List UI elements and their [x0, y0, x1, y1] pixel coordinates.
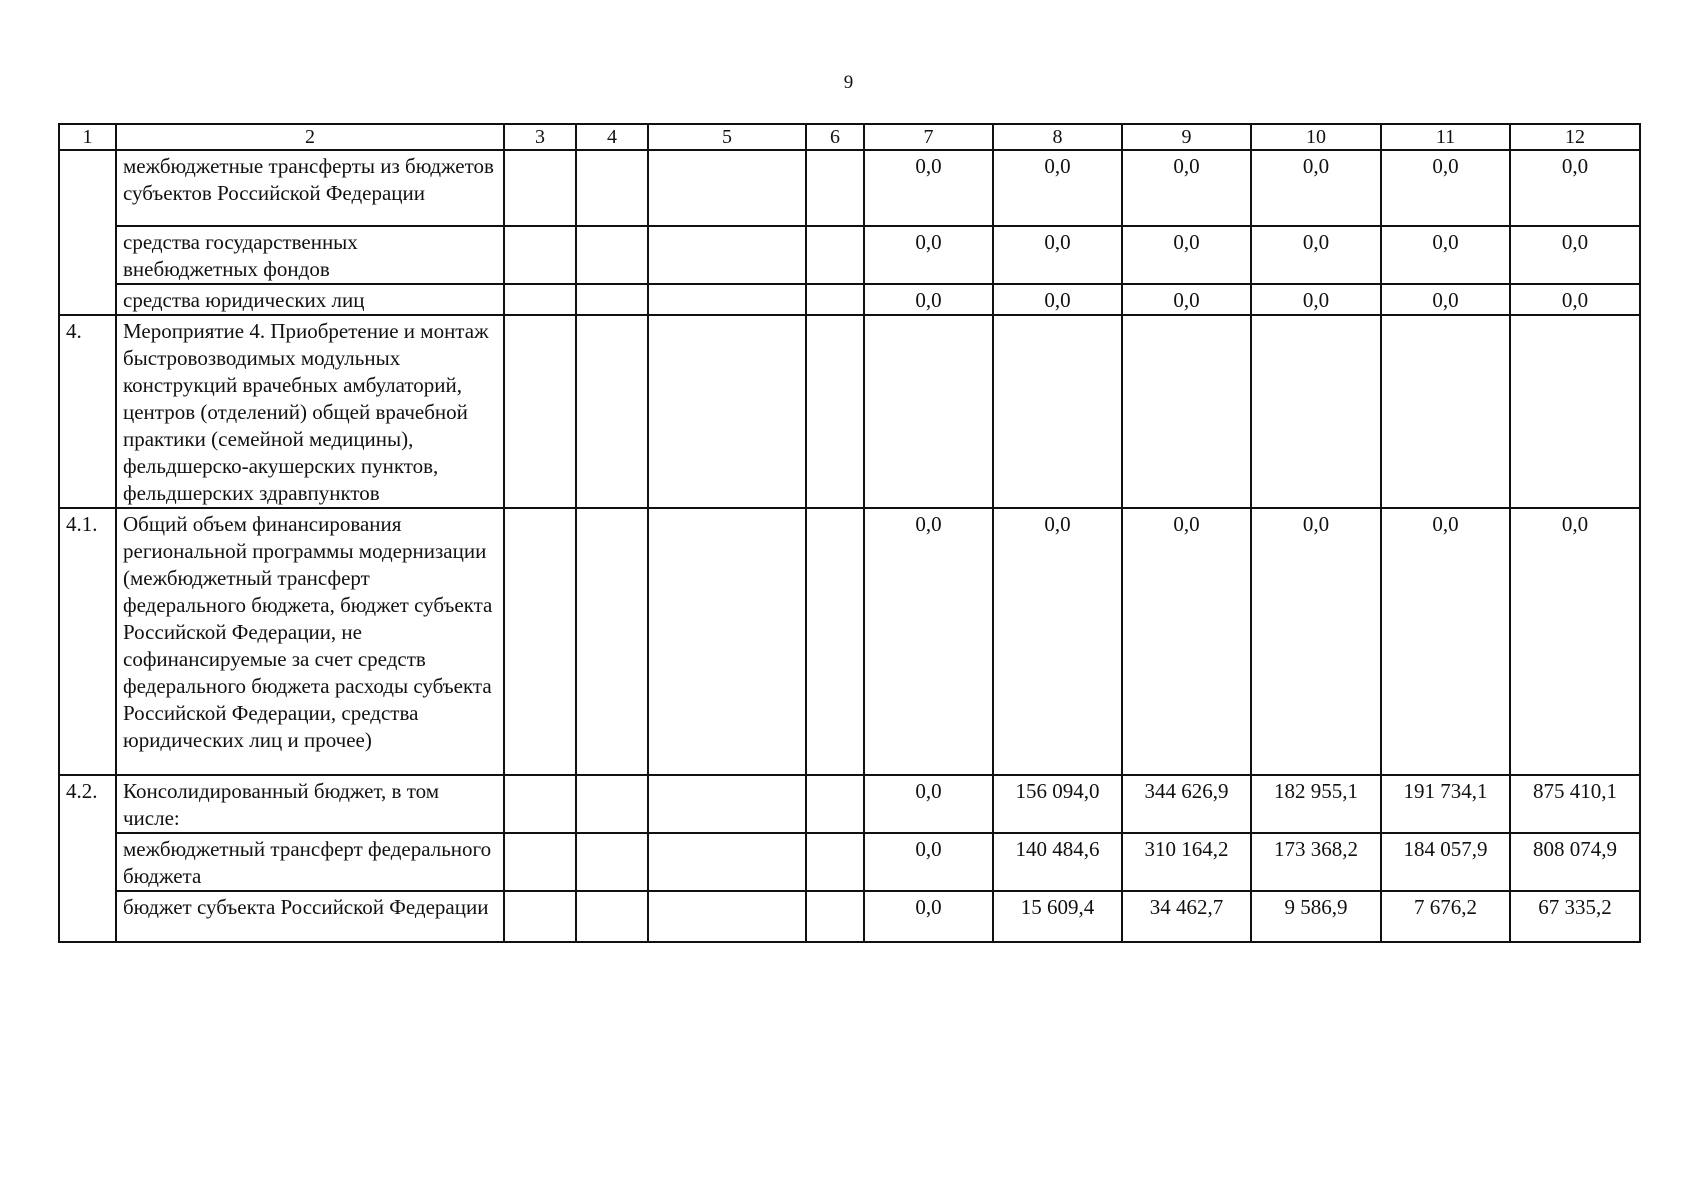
value-cell: 0,0	[1381, 508, 1510, 775]
value-cell	[993, 315, 1122, 508]
value-cell: 0,0	[1381, 226, 1510, 284]
empty-cell	[648, 508, 806, 775]
empty-cell	[504, 284, 576, 315]
value-cell: 0,0	[1381, 284, 1510, 315]
empty-cell	[806, 833, 864, 891]
empty-cell	[504, 833, 576, 891]
value-cell: 0,0	[1122, 150, 1251, 226]
column-header: 2	[116, 124, 504, 150]
value-cell: 0,0	[864, 226, 993, 284]
value-cell: 875 410,1	[1510, 775, 1640, 833]
value-cell: 0,0	[1251, 150, 1381, 226]
empty-cell	[806, 891, 864, 942]
value-cell: 0,0	[1510, 508, 1640, 775]
value-cell	[1381, 315, 1510, 508]
table-row	[59, 315, 1640, 508]
row-number-cell: 4.2.	[59, 775, 116, 942]
table-row	[59, 226, 1640, 284]
column-header: 12	[1510, 124, 1640, 150]
value-cell: 184 057,9	[1381, 833, 1510, 891]
table-row	[59, 284, 1640, 315]
empty-cell	[504, 226, 576, 284]
column-header: 10	[1251, 124, 1381, 150]
value-cell	[1510, 315, 1640, 508]
row-description: межбюджетный трансферт федерального бюджета	[116, 833, 504, 891]
value-cell: 15 609,4	[993, 891, 1122, 942]
column-header: 7	[864, 124, 993, 150]
empty-cell	[648, 226, 806, 284]
value-cell	[1251, 315, 1381, 508]
value-cell: 0,0	[993, 150, 1122, 226]
value-cell: 140 484,6	[993, 833, 1122, 891]
row-number-cell: 4.1.	[59, 508, 116, 775]
empty-cell	[806, 226, 864, 284]
column-header: 1	[59, 124, 116, 150]
row-description: бюджет субъекта Российской Федерации	[116, 891, 504, 942]
column-header: 9	[1122, 124, 1251, 150]
row-description: межбюджетные трансферты из бюджетов субъектов Российской Федерации	[116, 150, 504, 226]
empty-cell	[806, 150, 864, 226]
empty-cell	[576, 775, 648, 833]
value-cell: 0,0	[993, 226, 1122, 284]
value-cell: 0,0	[864, 284, 993, 315]
table-row	[59, 833, 1640, 891]
empty-cell	[648, 315, 806, 508]
empty-cell	[648, 775, 806, 833]
row-description: Мероприятие 4. Приобретение и монтаж быстровозводимых модульных конструкций врачебных амбулаторий, центров (отделений) общей врачебной практики (семейной медицины), фельдшерско-акушерских пунктов, фельдшерских здравпунктов	[116, 315, 504, 508]
value-cell: 156 094,0	[993, 775, 1122, 833]
empty-cell	[806, 775, 864, 833]
table-row	[59, 775, 1640, 833]
value-cell: 0,0	[1381, 150, 1510, 226]
value-cell: 0,0	[1510, 150, 1640, 226]
value-cell: 0,0	[864, 775, 993, 833]
empty-cell	[576, 226, 648, 284]
column-number-header-row	[59, 124, 1640, 150]
empty-cell	[576, 508, 648, 775]
value-cell: 173 368,2	[1251, 833, 1381, 891]
empty-cell	[806, 284, 864, 315]
value-cell: 0,0	[1122, 508, 1251, 775]
value-cell: 0,0	[864, 508, 993, 775]
column-header: 3	[504, 124, 576, 150]
value-cell: 7 676,2	[1381, 891, 1510, 942]
value-cell: 0,0	[1251, 508, 1381, 775]
empty-cell	[504, 150, 576, 226]
value-cell: 9 586,9	[1251, 891, 1381, 942]
value-cell: 0,0	[1122, 226, 1251, 284]
row-number-cell	[59, 150, 116, 315]
column-header: 6	[806, 124, 864, 150]
empty-cell	[806, 315, 864, 508]
empty-cell	[648, 284, 806, 315]
empty-cell	[648, 150, 806, 226]
page-number: 9	[843, 72, 854, 93]
value-cell: 0,0	[1510, 284, 1640, 315]
value-cell: 0,0	[1251, 284, 1381, 315]
empty-cell	[576, 150, 648, 226]
value-cell: 182 955,1	[1251, 775, 1381, 833]
value-cell	[864, 315, 993, 508]
table-row	[59, 150, 1640, 226]
row-description: средства государственных внебюджетных фондов	[116, 226, 504, 284]
empty-cell	[504, 508, 576, 775]
column-header: 4	[576, 124, 648, 150]
value-cell: 0,0	[864, 150, 993, 226]
row-description: средства юридических лиц	[116, 284, 504, 315]
empty-cell	[806, 508, 864, 775]
empty-cell	[504, 891, 576, 942]
row-number-cell: 4.	[59, 315, 116, 508]
empty-cell	[576, 284, 648, 315]
value-cell: 0,0	[864, 833, 993, 891]
empty-cell	[576, 833, 648, 891]
empty-cell	[576, 891, 648, 942]
column-header: 5	[648, 124, 806, 150]
empty-cell	[504, 315, 576, 508]
value-cell	[1122, 315, 1251, 508]
value-cell: 67 335,2	[1510, 891, 1640, 942]
value-cell: 344 626,9	[1122, 775, 1251, 833]
value-cell: 0,0	[993, 284, 1122, 315]
row-description: Общий объем финансирования региональной программы модернизации (межбюджетный трансферт федерального бюджета, бюджет субъекта Российской Федерации, не софинансируемые за счет средств федерального бюджета расходы субъекта Российской Федерации, средства юридических лиц и прочее)	[116, 508, 504, 775]
value-cell: 0,0	[993, 508, 1122, 775]
empty-cell	[576, 315, 648, 508]
empty-cell	[648, 833, 806, 891]
value-cell: 0,0	[1510, 226, 1640, 284]
column-header: 8	[993, 124, 1122, 150]
value-cell: 34 462,7	[1122, 891, 1251, 942]
value-cell: 191 734,1	[1381, 775, 1510, 833]
value-cell: 0,0	[1251, 226, 1381, 284]
value-cell: 310 164,2	[1122, 833, 1251, 891]
empty-cell	[504, 775, 576, 833]
budget-table	[58, 123, 1641, 943]
table-row	[59, 508, 1640, 775]
empty-cell	[648, 891, 806, 942]
table-row	[59, 891, 1640, 942]
column-header: 11	[1381, 124, 1510, 150]
value-cell: 0,0	[864, 891, 993, 942]
value-cell: 808 074,9	[1510, 833, 1640, 891]
row-description: Консолидированный бюджет, в том числе:	[116, 775, 504, 833]
value-cell: 0,0	[1122, 284, 1251, 315]
